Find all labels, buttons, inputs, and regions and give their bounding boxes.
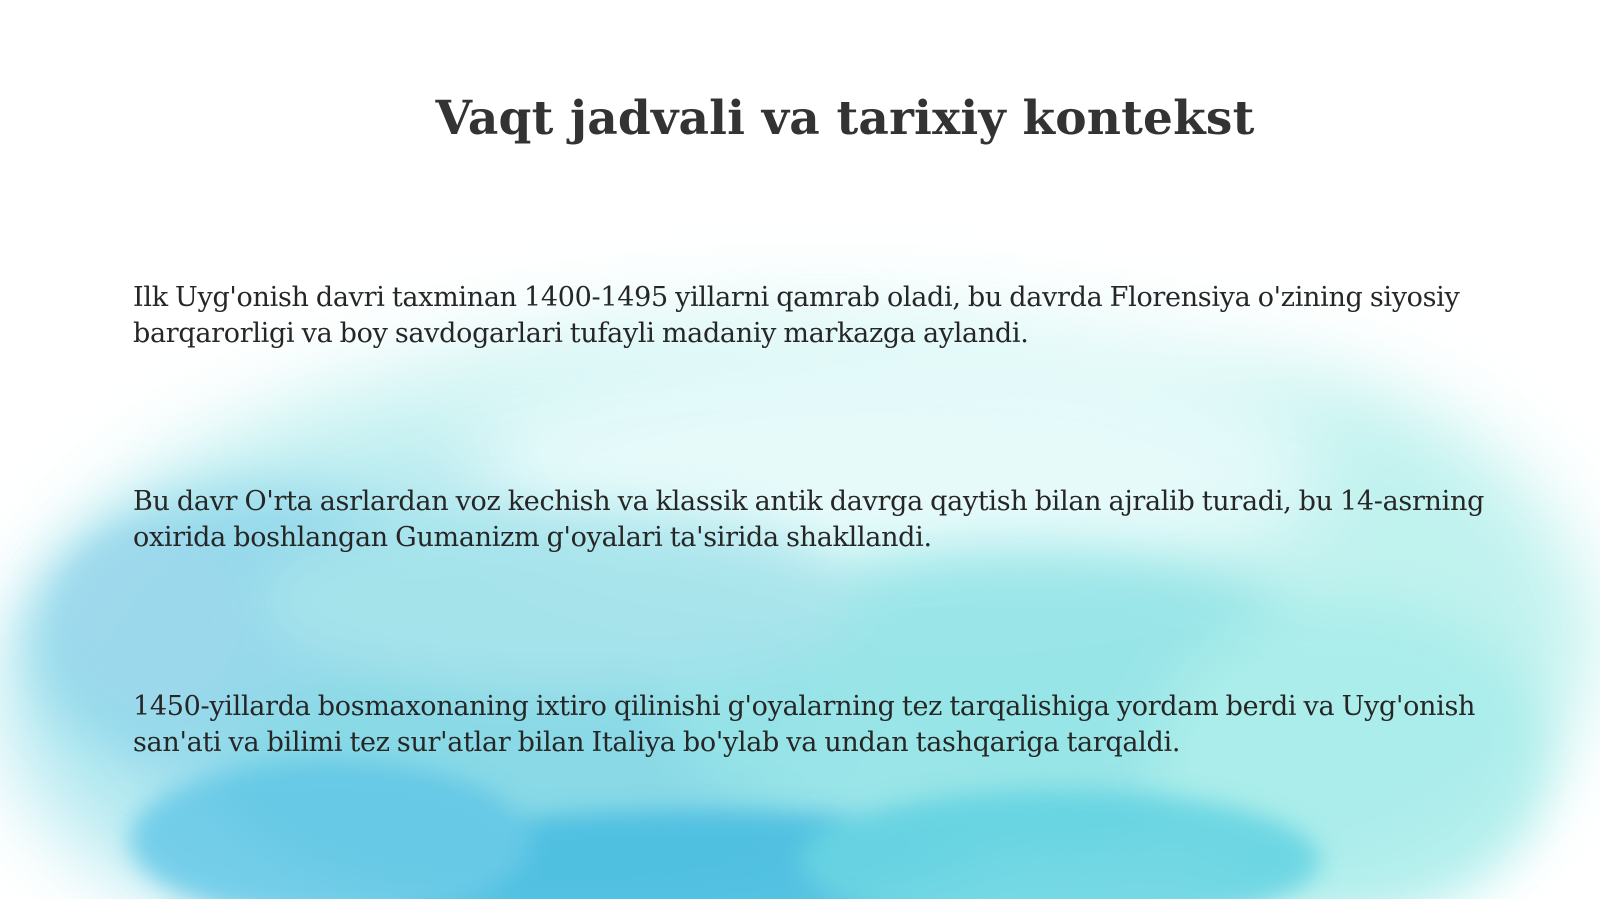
slide-title: Vaqt jadvali va tarixiy kontekst [435,91,1255,147]
paragraph-early-renaissance: Ilk Uyg'onish davri taxminan 1400-1495 yillarni qamrab oladi, bu davrda Florensiya o'zining siyosiy barqarorligi va boy savdogarlari tufayli madaniy markazga aylandi. [133,282,1460,349]
paragraph-humanism: Bu davr O'rta asrlardan voz kechish va klassik antik davrga qaytish bilan ajralib turadi, bu 14-asrning oxirida boshlangan Gumanizm g'oyalari ta'sirida shakllandi. [133,486,1485,553]
paragraph-printing-press: 1450-yillarda bosmaxonaning ixtiro qilinishi g'oyalarning tez tarqalishiga yordam berdi va Uyg'onish san'ati va bilimi tez sur'atlar bilan Italiya bo'ylab va undan tashqariga tarqaldi. [133,691,1476,758]
